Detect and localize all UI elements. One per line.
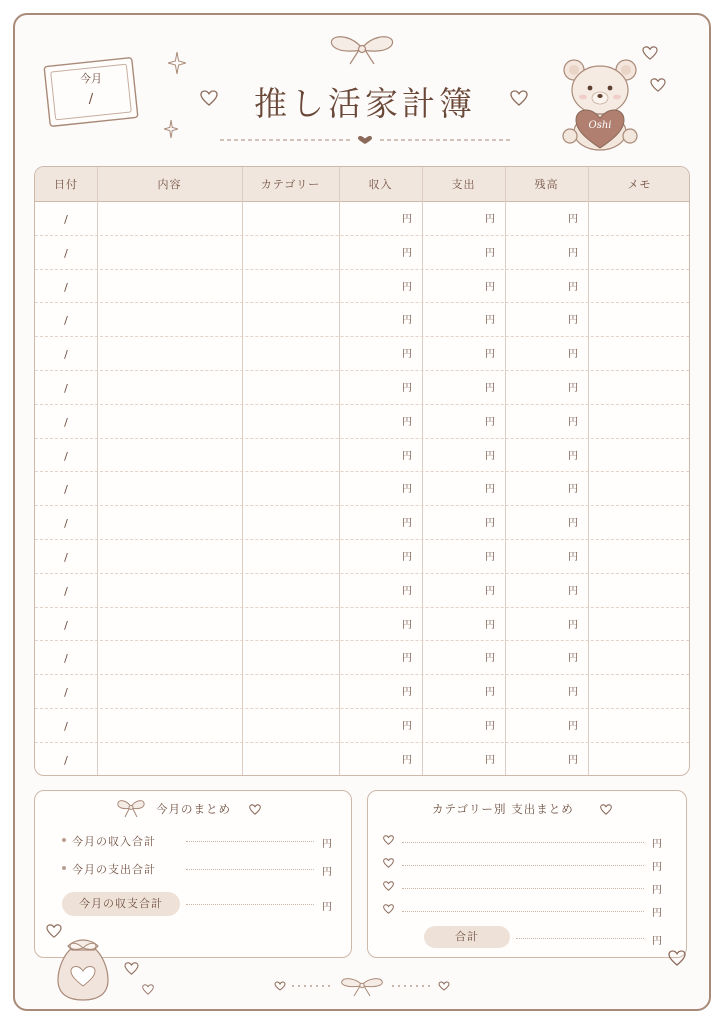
ribbon-bow-icon [116, 798, 146, 818]
date-cell[interactable]: / [64, 415, 68, 429]
monthly-summary-title: 今月のまとめ [156, 802, 231, 816]
yen-unit: 円 [652, 839, 662, 850]
expense-cell[interactable]: 円 [485, 585, 495, 597]
balance-cell[interactable]: 円 [568, 383, 578, 394]
footer-ornament [272, 976, 452, 998]
date-cell[interactable]: / [64, 382, 68, 395]
income-cell[interactable]: 円 [402, 619, 412, 631]
date-cell[interactable]: / [64, 618, 68, 632]
date-cell[interactable]: / [64, 213, 68, 226]
category-amount-field[interactable] [402, 865, 644, 866]
date-cell[interactable]: / [64, 652, 68, 666]
gift-pouch-icon [50, 934, 116, 1004]
date-cell[interactable]: / [64, 686, 68, 700]
date-cell[interactable]: / [64, 517, 68, 531]
expense-cell[interactable]: 円 [485, 721, 495, 732]
bullet-dot [62, 838, 66, 842]
expense-cell[interactable]: 円 [485, 416, 495, 428]
income-cell[interactable]: 円 [402, 653, 412, 665]
expense-total-label: 今月の支出合計 [72, 863, 156, 876]
table-row [35, 608, 689, 642]
month-value-field[interactable]: / [88, 92, 94, 107]
date-cell[interactable]: / [64, 314, 68, 328]
income-total-label: 今月の収入合計 [72, 835, 156, 848]
balance-cell[interactable]: 円 [568, 552, 578, 563]
category-amount-field[interactable] [402, 911, 644, 912]
income-cell[interactable]: 円 [402, 247, 412, 259]
income-cell[interactable]: 円 [402, 349, 412, 361]
category-total-field[interactable] [516, 938, 644, 939]
column-divider [505, 167, 506, 775]
expense-cell[interactable]: 円 [485, 518, 495, 530]
table-row [35, 371, 689, 405]
heart-outline-icon [642, 46, 658, 60]
column-header: カテゴリー [260, 178, 321, 191]
expense-cell[interactable]: 円 [485, 687, 495, 699]
heart-outline-icon [383, 835, 394, 845]
category-total-label: 合計 [424, 926, 510, 948]
expense-cell[interactable]: 円 [485, 349, 495, 361]
teddy-bear-icon [560, 56, 640, 152]
table-row [35, 270, 689, 304]
balance-cell[interactable]: 円 [568, 619, 578, 631]
date-cell[interactable]: / [64, 449, 68, 463]
table-row [35, 641, 689, 675]
income-cell[interactable]: 円 [402, 450, 412, 462]
sparkle-icon [164, 120, 178, 138]
income-cell[interactable]: 円 [402, 214, 412, 225]
sparkle-icon [168, 52, 186, 74]
yen-unit: 円 [322, 839, 332, 850]
column-divider [339, 167, 340, 775]
table-row [35, 709, 689, 743]
expense-cell[interactable]: 円 [485, 247, 495, 259]
income-cell[interactable]: 円 [402, 721, 412, 732]
balance-cell[interactable]: 円 [568, 484, 578, 496]
yen-unit: 円 [652, 908, 662, 919]
date-cell[interactable]: / [64, 280, 68, 294]
date-cell[interactable]: / [64, 551, 68, 564]
expense-cell[interactable]: 円 [485, 214, 495, 225]
expense-cell[interactable]: 円 [485, 383, 495, 394]
date-cell[interactable]: / [64, 483, 68, 497]
heart-outline-icon [249, 804, 261, 815]
column-header: 日付 [54, 178, 78, 191]
heart-outline-icon [510, 90, 528, 106]
date-cell[interactable]: / [64, 348, 68, 362]
date-cell[interactable]: / [64, 246, 68, 260]
table-row [35, 540, 689, 574]
heart-outline-icon [600, 804, 612, 815]
column-divider [588, 167, 589, 775]
balance-cell[interactable]: 円 [568, 585, 578, 597]
heart-outline-icon [383, 858, 394, 868]
balance-cell[interactable]: 円 [568, 518, 578, 530]
date-cell[interactable]: / [64, 720, 68, 733]
table-row [35, 202, 689, 236]
expense-cell[interactable]: 円 [485, 619, 495, 631]
column-divider [422, 167, 423, 775]
yen-unit: 円 [322, 867, 332, 878]
yen-unit: 円 [652, 936, 662, 947]
yen-unit: 円 [652, 862, 662, 873]
heart-outline-icon [383, 904, 394, 914]
balance-cell[interactable]: 円 [568, 754, 578, 766]
column-divider [242, 167, 243, 775]
income-cell[interactable]: 円 [402, 484, 412, 496]
income-cell[interactable]: 円 [402, 383, 412, 394]
title-divider [220, 135, 510, 145]
expense-cell[interactable]: 円 [485, 653, 495, 665]
table-row [35, 743, 689, 776]
column-header: 収入 [368, 178, 393, 191]
column-header: 支出 [451, 178, 476, 191]
heart-outline-icon [668, 950, 686, 966]
yen-unit: 円 [322, 902, 332, 913]
yen-unit: 円 [652, 885, 662, 896]
income-cell[interactable]: 円 [402, 416, 412, 428]
expense-cell[interactable]: 円 [485, 281, 495, 293]
income-cell[interactable]: 円 [402, 585, 412, 597]
balance-total-label: 今月の収支合計 [62, 892, 180, 916]
table-row [35, 506, 689, 540]
ribbon-bow-icon [328, 32, 396, 66]
expense-cell[interactable]: 円 [485, 754, 495, 766]
table-row [35, 675, 689, 709]
bullet-dot [62, 866, 66, 870]
balance-total-field[interactable] [186, 904, 314, 905]
income-cell[interactable]: 円 [402, 315, 412, 327]
income-cell[interactable]: 円 [402, 687, 412, 699]
table-row [35, 405, 689, 439]
balance-cell[interactable]: 円 [568, 450, 578, 462]
heart-outline-icon [650, 78, 666, 92]
column-header: メモ [627, 178, 652, 191]
heart-outline-icon [383, 881, 394, 891]
income-total-field[interactable] [186, 841, 314, 842]
ledger-table [34, 166, 690, 776]
heart-outline-icon [124, 962, 139, 975]
income-cell[interactable]: 円 [402, 754, 412, 766]
balance-cell[interactable]: 円 [568, 653, 578, 665]
income-cell[interactable]: 円 [402, 552, 412, 563]
expense-cell[interactable]: 円 [485, 450, 495, 462]
expense-cell[interactable]: 円 [485, 484, 495, 496]
income-cell[interactable]: 円 [402, 281, 412, 293]
column-header: 残高 [534, 178, 559, 191]
category-amount-field[interactable] [402, 842, 644, 843]
heart-outline-icon [200, 90, 218, 106]
page-title: 推し活家計簿 [254, 84, 476, 123]
balance-cell[interactable]: 円 [568, 214, 578, 225]
table-row [35, 236, 689, 270]
category-amount-field[interactable] [402, 888, 644, 889]
bear-badge-text: Oshi [588, 120, 612, 131]
column-header: 内容 [157, 178, 182, 191]
balance-cell[interactable]: 円 [568, 315, 578, 327]
balance-cell[interactable]: 円 [568, 247, 578, 259]
date-cell[interactable]: / [64, 753, 68, 767]
expense-cell[interactable]: 円 [485, 552, 495, 563]
balance-cell[interactable]: 円 [568, 721, 578, 732]
category-summary-title: カテゴリー別 支出まとめ [432, 802, 574, 816]
balance-cell[interactable]: 円 [568, 281, 578, 293]
expense-cell[interactable]: 円 [485, 315, 495, 327]
expense-total-field[interactable] [186, 869, 314, 870]
table-row [35, 303, 689, 337]
balance-cell[interactable]: 円 [568, 349, 578, 361]
table-row [35, 574, 689, 608]
heart-outline-icon [142, 984, 154, 995]
month-label: 今月 [80, 72, 102, 85]
column-divider [97, 167, 98, 775]
date-cell[interactable]: / [64, 584, 68, 598]
table-row [35, 337, 689, 371]
table-row [35, 439, 689, 473]
balance-cell[interactable]: 円 [568, 687, 578, 699]
balance-cell[interactable]: 円 [568, 416, 578, 428]
income-cell[interactable]: 円 [402, 518, 412, 530]
table-row [35, 472, 689, 506]
